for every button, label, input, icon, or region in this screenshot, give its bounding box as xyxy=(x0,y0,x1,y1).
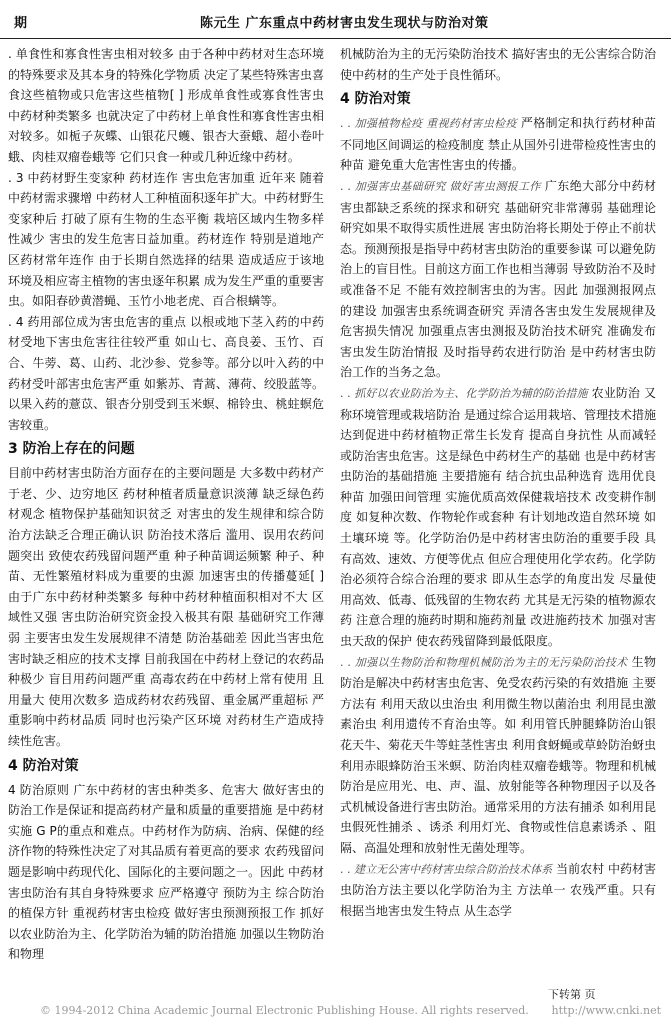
running-header xyxy=(0,0,671,39)
paragraph-medicinal-parts: . 4 药用部位成为害虫危害的重点 以根或地下茎入药的中药材受地下害虫危害往往较严重 如山七、高良姜、玉竹、百合、牛蒡、葛、山药、北沙参、党参等。部分以叶入药的中药材受叶部害虫危害严重 如紫苏、青蒿、薄荷、绞股蓝等。以果入药的薏苡、银杏分别受到玉米螟、棉铃虫、桃蛀螟危害较重。 xyxy=(8,314,324,432)
right-column xyxy=(340,44,656,921)
subheading-agricultural: . . 抓好以农业防治为主、化学防治为辅的防治措施 xyxy=(340,386,588,400)
subheading-integrated: . . 建立无公害中药材害虫综合防治技术体系 xyxy=(340,862,553,876)
subheading-research: . . 加强害虫基础研究 做好害虫测报工作 xyxy=(340,179,541,193)
paragraph-wild-to-cultivated: . 3 中药材野生变家种 药材连作 害虫危害加重 近年来 随着中药材需求骤增 中药材人工种植面积逐年扩大。中药材野生变家种后 打破了原有生物的生态平衡 栽培区域内生物多样性减少 害虫的发生危害日益加重。药材连作 特别是道地产区药材常年连作 由于长期自然选择的结果 造成适应于该地环境及相应寄主植物的害虫逐年积累 成为发生严重的重要害虫。如阳春砂黄潜蝇、玉竹小地老虎、百合根螨等。 xyxy=(8,170,324,309)
paragraph-integrated xyxy=(340,859,656,922)
issue-label: 期 xyxy=(14,16,28,31)
text-agricultural: 农业防治 又称环境管理或栽培防治 是通过综合运用栽培、管理技术措施 达到促进中药材植物正常生长发育 提高自身抗性 从而减轻或防治害虫危害。这是绿色中药材生产的基础 也是中药材害虫防治的基础措施 主要措施有 结合抗虫品种选育 选用优良种苗 加强田间管理 实施优质高效保健栽培技术 改变耕作制度 如复种次数、作物轮作或套种 有计划地改造自然环境 如土壤环境 等。化学防治仍是中药材害虫防治的重要手段 具有高效、速效、方便等优点 但应合理使用化学农药。化学防治必须符合综合治理的要求 即从生态学的角度出发 尽量使用高效、低毒、低残留的生物农药 尤其是无污染的植物源农药 注意合理的施药时期和施药剂量 改进施药技术 加强对害虫天敌的保护 使农药残留降到最低限度。 xyxy=(340,385,656,649)
text-quarantine: 严格制定和执行药材种苗不同地区间调运的检疫制度 禁止从国外引进带检疫性害虫的种苗 避免重大危害性害虫的传播。 xyxy=(340,116,656,173)
section-heading-problems: 3 防治上存在的问题 xyxy=(8,441,135,458)
cnki-url: http://www.cnki.net xyxy=(551,1004,661,1017)
paragraph-quarantine xyxy=(340,113,656,176)
subheading-biological: . . 加强以生物防治和物理机械防治为主的无污染防治技术 xyxy=(340,655,628,669)
section-heading-countermeasures: 4 防治对策 xyxy=(8,757,79,774)
paragraph-research xyxy=(340,176,656,383)
left-column xyxy=(8,44,324,965)
running-title: 陈元生 广东重点中药材害虫发生现状与防治对策 xyxy=(200,16,489,31)
subsection-heading-countermeasures: 4 防治对策 xyxy=(340,91,411,108)
subheading-quarantine: . . 加强植物检疫 重视药材害虫检疫 xyxy=(340,117,517,131)
paragraph-biological xyxy=(340,652,656,859)
paragraph-principles: 4 防治原则 广东中药材的害虫种类多、危害大 做好害虫的防治工作是保证和提高药材产量和质量的重要措施 是中药材实施 G P的重点和难点。中药材作为防病、治病、保健的经济作物的特殊性决定了对其品质有着更高的要求 农药残留问题是影响中药现代化、国际化的主要问题之一。因此 中药材害虫防治有其自身特殊要求 应严格遵守 预防为主 综合防治 的植保方针 重视药材害虫检疫 做好害虫预测预报工作 抓好以农业防治为主、化学防治为辅的防治措施 加强以生物防治和物理 xyxy=(8,782,324,962)
page-footer xyxy=(0,988,671,1024)
paragraph-continuation: 机械防治为主的无污染防治技术 搞好害虫的无公害综合防治 使中药材的生产处于良性循环。 xyxy=(340,47,656,82)
text-integrated: 当前农村 中药材害虫防治方法主要以化学防治为主 方法单一 农残严重。只有根据当地害虫发生特点 从生态学 xyxy=(340,861,656,918)
text-biological: 生物防治是解决中药材害虫危害、免受农药污染的有效措施 主要方法有 利用天敌以虫治虫 利用微生物以菌治虫 利用昆虫激素治虫 利用遗传不育治虫等。如 利用管氏肿腿蜂防治山银花天牛、菊花天牛等蛀茎性害虫 利用食蚜蝇或草蛉防治蚜虫 利用赤眼蜂防治玉米螟、防治肉桂双瘤卷蛾等。物理和机械防治是应用光、电、声、温、放射能等各种物理因子以及各式机械设备进行害虫防治。通常采用的方法有捕杀 如利用昆虫假死性捕杀 、诱杀 利用灯光、食物或性信息素诱杀 、阻隔、高温处理和放射性无菌处理等。 xyxy=(340,654,656,855)
copyright-notice: © 1994-2012 China Academic Journal Electronic Publishing House. All rights reserved. xyxy=(40,1004,529,1017)
text-research: 广东绝大部分中药材害虫都缺乏系统的探求和研究 基础研究非常薄弱 基础理论研究如果不取得实质性进展 害虫防治将长期处于停止不前状态。预测预报是指导中药材害虫防治的重要参谋 可以避免防治上的盲目性。目前这方面工作也相当薄弱 导致防治不及时或准备不足 不能有效控制害虫的为害。因此 加强测报网点的建设 加强害虫系统调查研究 弄清各害虫发生发展规律及危害损失情况 加强重点害虫测报及防治技术研究 准确发布害虫发生防治情报 及时指导药农进行防治 是中药材害虫防治工作的当务之急。 xyxy=(340,178,656,380)
paragraph-agricultural xyxy=(340,383,656,652)
paragraph-problems: 目前中药材害虫防治方面存在的主要问题是 大多数中药材产于老、少、边穷地区 药材种植者质量意识淡薄 缺乏绿色药材观念 植物保护基础知识贫乏 对害虫的发生规律和综合防治方法缺乏合理正确认识 防治技术落后 滥用、误用农药问题突出 致使农药残留问题严重 种子种苗调运频繁 种子、种苗、无性繁殖材料成为重要的虫源 加速害虫的传播蔓延[ ] 由于广东中药材种类繁多 每种中药材种植面积相对不大 区域性又强 害虫防治研究资金投入极其有限 基础研究工作薄弱 主要害虫发生发展规律不清楚 防治基础差 因此当害虫危害时缺乏相应的技术支撑 目前我国在中药材上登记的农药品种极少 盲目用药问题严重 高毒农药在中药材上常有使用 且用量大 使用次数多 造成药材农药残留、重金属严重超标 严重影响中药材品质 同时也污染产区环境 对药材生产造成持续性危害。 xyxy=(8,466,324,748)
continued-on-page: 下转第 页 xyxy=(548,988,596,1001)
paragraph-monophagous: . 单食性和寡食性害虫相对较多 由于各种中药材对生态环境的特殊要求及其本身的特殊化学物质 决定了某些特殊害虫喜食这些植物或只危害这些植物[ ] 形成单食性或寡食性害虫 中药材种类繁多 也就决定了中药材上单食性和寡食性害虫相对较多。如栀子灰蝶、山银花尺蠖、银杏大蚕蛾、超小卷叶蛾、肉桂双瘤卷蛾等 它们只食一种或几种近缘中药材。 xyxy=(8,47,324,164)
